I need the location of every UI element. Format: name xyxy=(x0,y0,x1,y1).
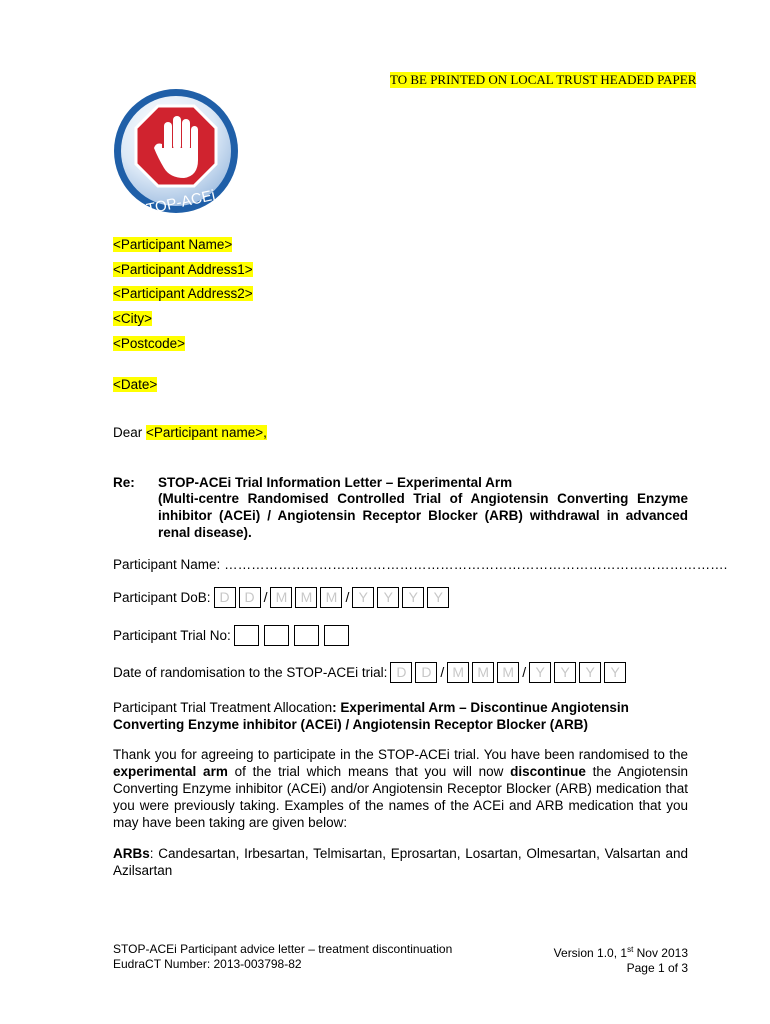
body-text-2: of the trial which means that you will now xyxy=(227,764,511,779)
trial-no-box-1[interactable] xyxy=(234,625,259,646)
arbs-paragraph xyxy=(113,845,688,879)
stop-hand-icon xyxy=(112,86,240,216)
re-title: STOP-ACEi Trial Information Letter – Experimental Arm xyxy=(158,475,513,490)
footer-right xyxy=(554,942,688,976)
body-emphasis-discontinue: discontinue xyxy=(510,764,586,779)
footer-version-date: Nov 2013 xyxy=(633,946,688,960)
footer-doc-title: STOP-ACEi Participant advice letter – treatment discontinuation xyxy=(113,942,453,956)
dob-field xyxy=(113,587,452,608)
footer-left xyxy=(113,942,452,972)
address-postcode xyxy=(113,335,185,352)
participant-address2-placeholder: <Participant Address2> xyxy=(113,286,253,301)
address-city xyxy=(113,310,152,327)
treatment-allocation xyxy=(113,699,688,733)
rand-box-m3[interactable]: M xyxy=(497,662,519,683)
trial-no-box-3[interactable] xyxy=(294,625,319,646)
participant-name-field xyxy=(113,556,727,573)
rand-slash-1: / xyxy=(440,664,445,680)
address-name-line xyxy=(113,236,232,253)
dob-box-m2[interactable]: M xyxy=(295,587,317,608)
dob-colon: : xyxy=(206,590,211,605)
footer-version xyxy=(554,942,688,961)
footer-version-text: Version 1.0, 1 xyxy=(553,946,628,960)
date-placeholder: <Date> xyxy=(113,377,158,392)
body-text-1: Thank you for agreeing to participate in the STOP-ACEi trial. You have been randomised to the xyxy=(113,747,688,762)
postcode-placeholder: <Postcode> xyxy=(113,336,186,351)
dob-box-y2[interactable]: Y xyxy=(377,587,399,608)
trial-no-box-4[interactable] xyxy=(324,625,349,646)
trial-no-label: Participant Trial No xyxy=(113,628,228,643)
salutation-prefix: Dear xyxy=(113,425,147,440)
trial-no-colon: : xyxy=(227,628,231,643)
rand-box-y3[interactable]: Y xyxy=(579,662,601,683)
body-paragraph xyxy=(113,746,688,831)
address-line-1 xyxy=(113,261,253,278)
rand-box-d2[interactable]: D xyxy=(415,662,437,683)
rand-box-m2[interactable]: M xyxy=(472,662,494,683)
randomisation-date-field xyxy=(113,662,629,683)
dob-box-y3[interactable]: Y xyxy=(402,587,424,608)
salutation xyxy=(113,424,267,441)
rand-box-m1[interactable]: M xyxy=(447,662,469,683)
footer-eudract: EudraCT Number: 2013-003798-82 xyxy=(113,957,302,971)
dob-box-y4[interactable]: Y xyxy=(427,587,449,608)
body-text-3: the Angiotensin Converting Enzyme inhibitor (ACEi) and/or Angiotensin Receptor Blocker (ARB) medication that you were previously taking. Examples of the names of the ACEi and ARB medication that you may have been taking are given below: xyxy=(113,764,688,830)
re-label: Re: xyxy=(113,475,135,490)
dob-label: Participant DoB xyxy=(113,590,207,605)
participant-address1-placeholder: <Participant Address1> xyxy=(113,262,253,277)
dob-box-m3[interactable]: M xyxy=(320,587,342,608)
letter-date xyxy=(113,376,157,393)
participant-name-dots[interactable]: …………………………………………………………………………………………………. xyxy=(220,557,728,572)
participant-name-placeholder: <Participant Name> xyxy=(113,237,233,252)
rand-boxes xyxy=(390,662,629,683)
print-instruction: TO BE PRINTED ON LOCAL TRUST HEADED PAPER xyxy=(390,72,697,87)
dob-box-d1[interactable]: D xyxy=(214,587,236,608)
trial-no-box-2[interactable] xyxy=(264,625,289,646)
dob-slash-1: / xyxy=(263,589,268,605)
dob-box-d2[interactable]: D xyxy=(239,587,261,608)
dob-slash-2: / xyxy=(345,589,350,605)
rand-box-y1[interactable]: Y xyxy=(529,662,551,683)
trial-no-field xyxy=(113,625,354,646)
arbs-label: ARBs xyxy=(113,846,150,861)
city-placeholder: <City> xyxy=(113,311,153,326)
re-subtitle: (Multi-centre Randomised Controlled Trial of Angiotensin Converting Enzyme inhibitor (ACEi) / Angiotensin Receptor Blocker (ARB) withdrawal in advanced renal disease). xyxy=(158,491,688,540)
arbs-list: : Candesartan, Irbesartan, Telmisartan, Eprosartan, Losartan, Olmesartan, Valsartan and Azilsartan xyxy=(113,846,688,878)
dob-boxes xyxy=(214,587,453,608)
rand-box-y4[interactable]: Y xyxy=(604,662,626,683)
body-emphasis-experimental-arm: experimental arm xyxy=(113,764,228,779)
dob-box-y1[interactable]: Y xyxy=(352,587,374,608)
footer-page-number: Page 1 of 3 xyxy=(626,961,688,975)
participant-name-label: Participant Name xyxy=(113,557,217,572)
stop-acei-logo xyxy=(112,86,240,216)
rand-box-d1[interactable]: D xyxy=(390,662,412,683)
rand-box-y2[interactable]: Y xyxy=(554,662,576,683)
trial-no-boxes xyxy=(234,625,354,646)
dob-box-m1[interactable]: M xyxy=(270,587,292,608)
address-line-2 xyxy=(113,285,253,302)
participant-name-colon: : xyxy=(216,557,221,572)
randomisation-label: Date of randomisation to the STOP-ACEi trial: xyxy=(113,665,388,680)
rand-slash-2: / xyxy=(522,664,527,680)
logo-text: STOP-ACEi xyxy=(135,186,217,216)
footer-version-sup: st xyxy=(627,945,634,954)
allocation-label: Participant Trial Treatment Allocation xyxy=(113,700,333,715)
allocation-value: : Experimental Arm – Discontinue Angiotensin Converting Enzyme inhibitor (ACEi) / Angiotensin Receptor Blocker (ARB) xyxy=(113,700,629,732)
salutation-name-placeholder: <Participant name>, xyxy=(146,425,267,440)
